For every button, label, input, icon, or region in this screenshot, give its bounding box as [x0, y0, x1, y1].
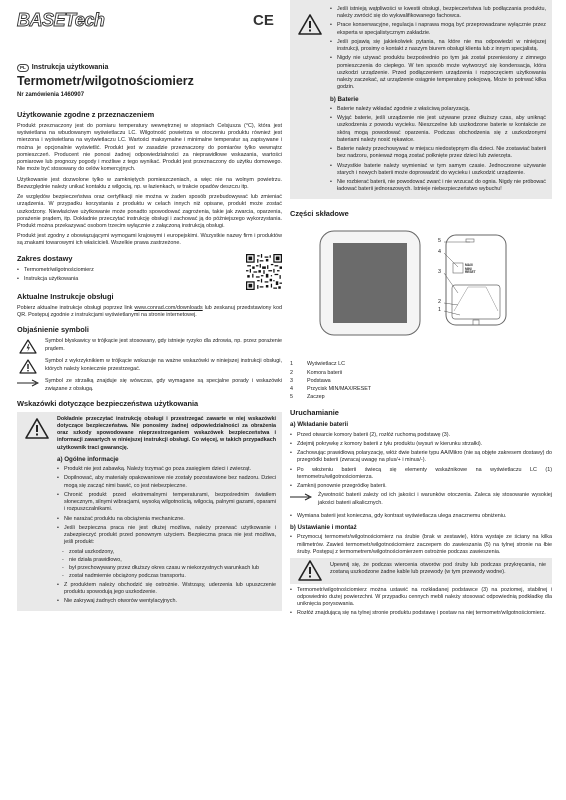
- button-label-line: MAX/: [465, 263, 473, 268]
- ce-mark: CE: [253, 12, 274, 29]
- callout-number: 3: [438, 269, 441, 276]
- part-number: 4: [290, 386, 293, 393]
- part-number: 5: [290, 394, 293, 401]
- mounting-list-2: [290, 587, 552, 618]
- start-heading: Uruchamianie: [290, 407, 339, 417]
- list-item: - nie działa prawidłowo,: [57, 557, 276, 564]
- manuals-text-part: lub zeskanuj przedstawiony kod QR. Postępuj zgodnie z instrukcjami wyświetlanymi na stronie internetowej.: [17, 304, 282, 319]
- brand-logo: BASETech: [17, 10, 105, 30]
- list-item: [290, 394, 552, 401]
- safety-continued-box: [290, 0, 552, 199]
- exclamation-warning-icon: [298, 560, 322, 581]
- list-item: • Dopilnować, aby materiały opakowaniowe nie zostały pozostawione bez nadzoru. Dzieci mogą się zacząć nimi bawić, co jest niebezpieczne.: [57, 475, 276, 489]
- lightning-warning-icon: [17, 338, 39, 354]
- button-label: [465, 264, 476, 275]
- parts-list: [290, 361, 552, 401]
- right-column: [290, 0, 552, 620]
- part-number: 1: [290, 361, 293, 368]
- list-item: • Rozłóż znajdującą się na tylnej stronie produktu podstawę i postaw na niej termometr/wilgotnościomierz.: [290, 610, 552, 617]
- parts-heading: Części składowe: [290, 209, 349, 219]
- list-item: • Instrukcja użytkowania: [17, 276, 282, 283]
- intended-use-heading: Użytkowanie zgodne z przeznaczeniem: [17, 110, 155, 119]
- safety-box: [17, 412, 282, 611]
- device-illustration: [318, 225, 476, 355]
- exclamation-warning-icon: [17, 358, 39, 374]
- symbol-text: Symbol ze strzałką znajduje się wówczas, gdy wymagane są specjalne porady i wskazówki związane z obsługą.: [45, 378, 282, 392]
- intended-use-paragraph: Użytkowanie jest dozwolone tylko w zamkniętych pomieszczeniach, a więc nie na wolnym powietrzu. Bezwzględnie należy unikać kontaktu z wilgocią, np. w łazienkach, w trakcie opadów deszczu itp.: [17, 176, 282, 190]
- list-item: • Baterie należy przechowywać w miejscu niedostępnym dla dzieci. Nie zostawiać baterii bez nadzoru, ponieważ mogą zostać połknięte przez dzieci lub zwierzęta.: [330, 146, 546, 160]
- list-item: - był przechowywany przez dłuższy okres czasu w niekorzystnych warunkach lub: [57, 565, 276, 572]
- callout-number: 5: [438, 238, 441, 245]
- list-item: • Jeśli bezpieczna praca nie jest dłużej możliwa, należy przerwać użytkowanie i zabezpieczyć produkt przed ponownym użyciem. Bezpieczna praca nie jest możliwa, jeśli produkt:: [57, 525, 276, 547]
- list-item: [290, 378, 552, 385]
- part-label: Podstawa: [307, 377, 331, 384]
- list-item: • Produkt nie jest zabawką. Należy trzymać go poza zasięgiem dzieci i zwierząt.: [57, 466, 276, 473]
- mounting-list: [290, 534, 552, 556]
- symbol-row: [17, 338, 282, 354]
- list-item: • Termometr/wilgotnościomierz można ustawić na rozkładanej podstawce (3) na poziomej, stabilnej i odpowiednio dużej powierzchni. W przypadku cennych mebli należy stosować odpowiednią podkładkę dla uniknięcia porysowania.: [290, 587, 552, 609]
- general-info-list-2: [57, 582, 276, 606]
- manuals-heading: Aktualne Instrukcje obsługi: [17, 292, 114, 302]
- list-item: • Chronić produkt przed ekstremalnymi temperaturami, bezpośrednim światłem słonecznym, silnymi wibracjami, wysoką wilgotnością, wilgocią, palnymi gazami, oparami i rozpuszczalnikami.: [57, 492, 276, 514]
- exclamation-warning-icon: [298, 14, 322, 35]
- list-item: • Zamknij ponownie przegródkę baterii.: [290, 483, 552, 490]
- insert-batteries-heading: a) Wkładanie baterii: [290, 421, 349, 429]
- insert-batteries-list: [290, 432, 552, 491]
- list-item: • Baterie należy wkładać zgodnie z właściwą polaryzacją.: [330, 106, 546, 113]
- unsafe-conditions-list: [57, 549, 276, 581]
- mounting-heading: b) Ustawianie i montaż: [290, 524, 357, 532]
- batteries-heading: b) Baterie: [330, 95, 359, 103]
- thermometer-drawing-icon: [318, 225, 508, 355]
- battery-note: [290, 492, 552, 509]
- language-badge: PL: [17, 64, 29, 72]
- part-number: 3: [290, 377, 293, 384]
- list-item: - został uszkodzony,: [57, 549, 276, 556]
- arrow-icon: [290, 492, 312, 504]
- list-item: [290, 370, 552, 377]
- symbol-text: Symbol z wykrzyknikiem w trójkącie wskazuje na ważne wskazówki w niniejszej instrukcji obsługi, których należy koniecznie przestrzegać.: [45, 358, 282, 372]
- list-item: • Nie rozbierać baterii, nie powodować zwarć i nie wrzucać do ognia. Nigdy nie próbować ładować baterii jednorazowych. Istnieje niebezpieczeństwo wybuchu!: [330, 179, 546, 193]
- delivery-list: [17, 267, 282, 283]
- symbols-heading: Objaśnienie symboli: [17, 325, 89, 335]
- safety-continued-list: [330, 6, 546, 92]
- warning-text: Upewnij się, że podczas wiercenia otworów pod śruby lub podczas przykręcania, nie zostaną uszkodzone żadne kable lub przewody (w tym przewody wodne).: [330, 562, 546, 576]
- symbol-row: [17, 378, 282, 392]
- part-label: Zaczep: [307, 394, 325, 401]
- delivery-heading: Zakres dostawy: [17, 253, 73, 263]
- list-item: • Jeśli pojawią się jakiekolwiek pytania, na które nie ma odpowiedzi w niniejszej instrukcji, prosimy o kontakt z naszym biurem obsługi klienta lub z innym specjalistą.: [330, 39, 546, 53]
- list-item: • Przymocuj termometr/wilgotnościomierz na śrubie (brak w zestawie), która wystaje ze ściany na kilka milimetrów. Zawieś termometr/wilgotnościomierz zaczepem do zawieszania (5) na tylnej stronie na łbie śruby. Postępuj z termometrem/wilgotnościomierzem ostrożnie podczas zawieszenia.: [290, 534, 552, 556]
- list-item: • Prace konserwacyjne, regulacja i naprawa mogą być przeprowadzane wyłącznie przez eksperta w specjalistycznym zakładzie.: [330, 22, 546, 36]
- part-number: 2: [290, 369, 293, 376]
- product-title: Termometr/wilgotnościomierz: [17, 74, 194, 88]
- symbol-row: [17, 358, 282, 374]
- list-item: [290, 386, 552, 393]
- delivery-section: [17, 254, 282, 283]
- manual-label: [17, 63, 108, 72]
- exclamation-warning-icon: [25, 418, 49, 439]
- part-label: Wyświetlacz LC: [307, 361, 345, 368]
- list-item: • Zdejmij pokrywkę z komory baterii z tyłu produktu (wysuń w kierunku strzałki).: [290, 441, 552, 448]
- list-item: - został nadmiernie obciążony podczas transportu.: [57, 573, 276, 580]
- symbol-text: Symbol błyskawicy w trójkącie jest stosowany, gdy istnieje ryzyko dla zdrowia, np. przez porażenie prądem.: [45, 338, 282, 352]
- intended-use-paragraph: Produkt przeznaczony jest do pomiaru temperatury wewnętrznej w stopniach Celsjusza (°C), która jest wyświetlana na wbudowanym wyświetlaczu LC. Wilgotność powietrza w otoczeniu produktu również jest mierzona i wyświetlana na wyświetlaczu LC. Wartości maksymalne i minimalne temperatur są zapisywane i można je opcjonalnie wyświetlić. Produkt jest w zasadzie przeznaczony do pomiarów tylko wewnątrz pomieszczeń. Producent nie ponosi żadnej odpowiedzialności za nieprawidłowe wskazania, wartości pomiarowe lub prognozy pogody i możliwe z tego wynikać. Produkt jest przeznaczony do użytku domowego. Nie może być stosowany do celów komercyjnych.: [17, 122, 282, 173]
- list-item: • Wymiana baterii jest konieczna, gdy kontrast wyświetlacza ulega znacznemu obniżeniu.: [290, 513, 552, 520]
- list-item: • Jeśli istnieją wątpliwości w kwestii obsługi, bezpieczeństwa lub podłączania produktu, należy zwrócić się do wykwalifikowanego fachowca.: [330, 6, 546, 20]
- list-item: • Z produktem należy obchodzić się ostrożnie. Wstrząsy, uderzenia lub upuszczenie produktu spowodują jego uszkodzenie.: [57, 582, 276, 596]
- safety-lead: Dokładnie przeczytać instrukcję obsługi i przestrzegać zawarte w niej wskazówki dotyczące bezpieczeństwa. Nie ponosimy żadnej odpowiedzialności za obrażenia oraz szkody spowodowane nieprzestrzeganiem wskazówek bezpieczeństwa i informacji zawartych w niniejszej instrukcji obsługi. Co więcej, w takich przypadkach użytkownik traci gwarancję.: [57, 415, 276, 451]
- list-item: [290, 361, 552, 368]
- batteries-list: [330, 106, 546, 194]
- list-item: • Nie narażać produktu na obciążenia mechaniczne.: [57, 516, 276, 523]
- part-label: Komora baterii: [307, 369, 343, 376]
- order-number: Nr zamówienia 1460907: [17, 92, 85, 98]
- list-item: • Przed otwarcie komory baterii (2), rozłóż ruchomą podstawę (3).: [290, 432, 552, 439]
- downloads-link[interactable]: www.conrad.com/downloads: [134, 304, 203, 311]
- manual-label-text: Instrukcja użytkowania: [31, 64, 109, 71]
- list-item: • Nie zakrywaj żadnych otworów wentylacyjnych.: [57, 598, 276, 605]
- list-item: • Nigdy nie używać produktu bezpośrednio po tym jak został przeniesiony z zimnego pomieszczenia do ciepłego. W ten sposób może wytworzyć się kondensacja, która uszkodzi urządzenie. Przed podłączeniem urządzenia i rozpoczęciem użytkowania należy zaczekać, aż urządzenie osiągnie temperaturę pokojową. Może to potrwać kilka godzin.: [330, 55, 546, 91]
- list-item: • Po włożeniu baterii świecą się elementy wskaźnikowe na wyświetlaczu LC (1) termometru/wilgotnościomierza.: [290, 467, 552, 481]
- general-info-list: [57, 466, 276, 546]
- button-label-line: RESET: [465, 270, 476, 275]
- general-info-heading: a) Ogólne informacje: [57, 455, 119, 463]
- insert-batteries-list-2: [290, 513, 552, 520]
- drilling-warning-box: [290, 558, 552, 583]
- manuals-text-part: Pobierz aktualne instrukcje obsługi poprzez link: [17, 304, 135, 311]
- intended-use-paragraph: Ze względów bezpieczeństwa oraz certyfikacji nie można w żaden sposób przebudowywać lub zmieniać urządzenia. W przypadku korzystania z produktu w celach innych niż opisane, produkt może zostać uszkodzony. Niewłaściwe użytkowanie może ponadto spowodować zagrożenia, takie jak zwarcia, oparzenia, porażenie prądem, itp. Dokładnie przeczytać instrukcję obsługi i zachować ją do późniejszego wykorzystania. Produkt można przekazywać osobom trzecim wyłącznie z załączoną instrukcją obsługi.: [17, 194, 282, 229]
- callout-number: 2: [438, 299, 441, 306]
- safety-heading: Wskazówki dotyczące bezpieczeństwa użytkowania: [17, 398, 199, 408]
- list-item: • Termometr/wilgotnościomierz: [17, 267, 282, 274]
- list-item: • Wyjąć baterie, jeśli urządzenie nie jest używane przez dłuższy czas, aby uniknąć uszkodzenia z powodu wycieku. Nieszczelne lub uszkodzone baterie w kontakcie ze skórą mogą powodować oparzenia. Podczas obchodzenia się z uszkodzonymi bateriami należy nosić rękawice.: [330, 115, 546, 144]
- note-text: Żywotność baterii zależy od ich jakości i warunków otoczenia. Zaleca się stosowanie wysokiej jakości baterii alkalicznych.: [318, 492, 552, 506]
- part-label: Przycisk MIN/MAX/RESET: [307, 386, 372, 393]
- callout-number: 1: [438, 307, 441, 314]
- list-item: • Zachowując prawidłową polaryzację, włóż dwie baterie typu AA/Mikro (nie są objęte zakresem dostawy) do przegródki baterii (zwracaj uwagę na plus/+ i minus/-).: [290, 450, 552, 464]
- callout-number: 4: [438, 249, 441, 256]
- arrow-icon: [17, 378, 39, 387]
- intended-use-paragraph: Produkt jest zgodny z obowiązującymi wymogami krajowymi i europejskimi. Wszystkie nazwy firm i produktów są znakami towarowymi ich właścicieli. Wszelkie prawa zastrzeżone.: [17, 233, 282, 247]
- list-item: • Wszystkie baterie należy wymieniać w tym samym czasie. Jednoczesne używanie starych i nowych baterii może doprowadzić do wycieku i uszkodzić urządzenie.: [330, 163, 546, 177]
- left-flow: [17, 104, 282, 611]
- button-label-line: MIN/: [465, 266, 472, 271]
- manuals-text: [17, 305, 282, 319]
